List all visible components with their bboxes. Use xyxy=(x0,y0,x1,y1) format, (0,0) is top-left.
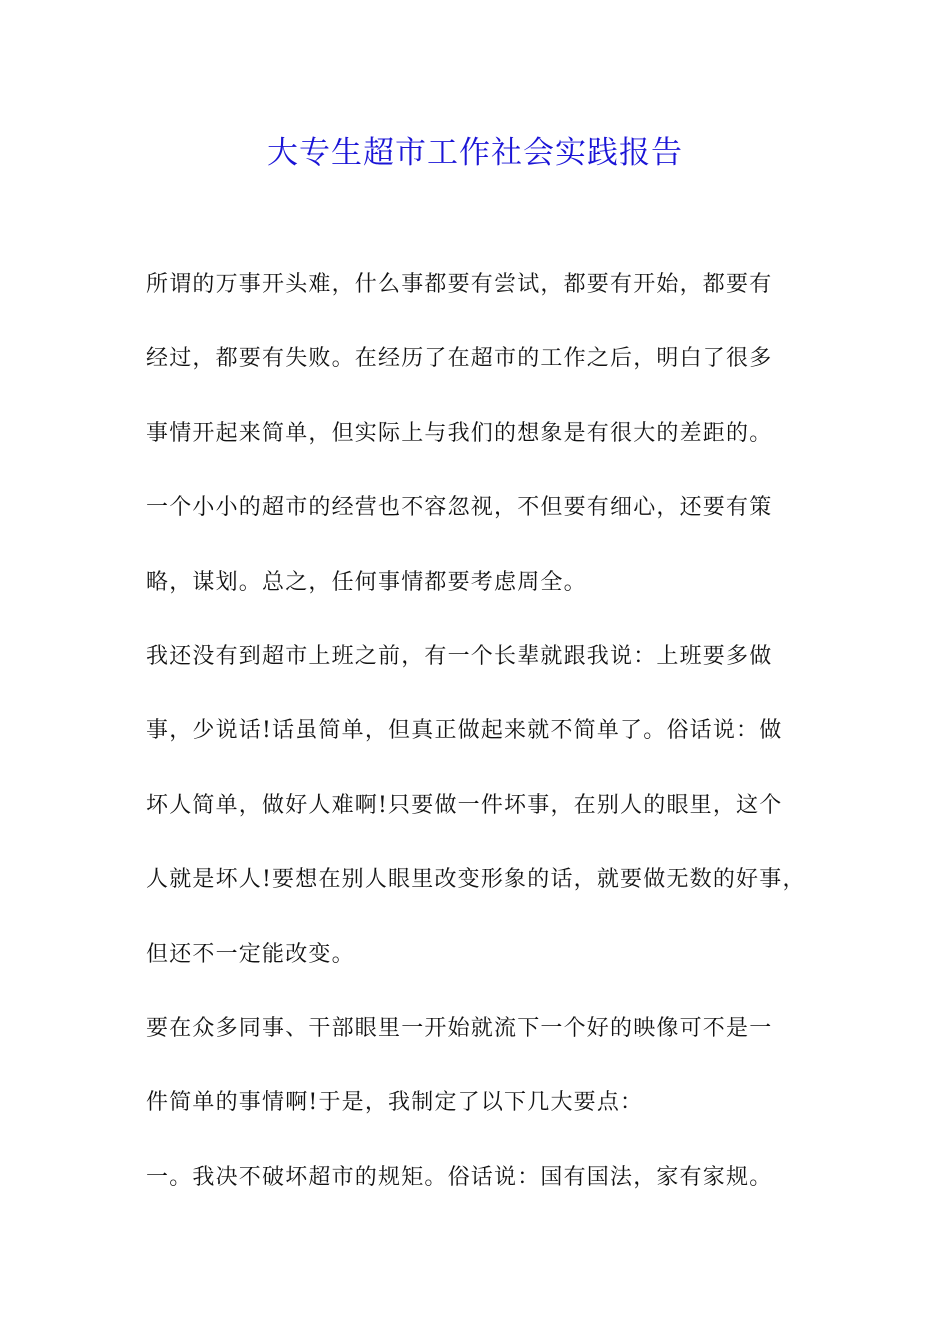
body-line-1: 所谓的万事开头难，什么事都要有尝试，都要有开始，都要有 xyxy=(146,272,773,297)
body-line-12: 件简单的事情啊!于是，我制定了以下几大要点： xyxy=(146,1090,644,1116)
body-line-4: 一个小小的超市的经营也不容忽视，不但要有细心，还要有策 xyxy=(146,495,773,521)
body-line-13: 一。我决不破坏超市的规矩。俗话说：国有国法，家有家规。 xyxy=(146,1164,773,1190)
body-line-11: 要在众多同事、干部眼里一开始就流下一个好的映像可不是一 xyxy=(146,1015,773,1041)
body-line-9: 人就是坏人!要想在别人眼里改变形象的话，就要做无数的好事， xyxy=(146,867,806,893)
body-line-7: 事，少说话!话虽简单，但真正做起来就不简单了。俗话说：做 xyxy=(146,718,783,744)
body-line-2: 经过，都要有失败。在经历了在超市的工作之后，明白了很多 xyxy=(146,346,773,372)
body-line-3: 事情开起来简单，但实际上与我们的想象是有很大的差距的。 xyxy=(146,420,773,446)
document-body xyxy=(146,262,836,1229)
body-line-6: 我还没有到超市上班之前，有一个长辈就跟我说：上班要多做 xyxy=(146,643,773,669)
body-line-5: 略，谋划。总之，任何事情都要考虑周全。 xyxy=(146,569,587,595)
document-title: 大专生超市工作社会实践报告 xyxy=(267,135,683,171)
body-line-10: 但还不一定能改变。 xyxy=(146,941,355,967)
body-line-8: 坏人简单，做好人难啊!只要做一件坏事，在别人的眼里，这个 xyxy=(146,792,783,818)
